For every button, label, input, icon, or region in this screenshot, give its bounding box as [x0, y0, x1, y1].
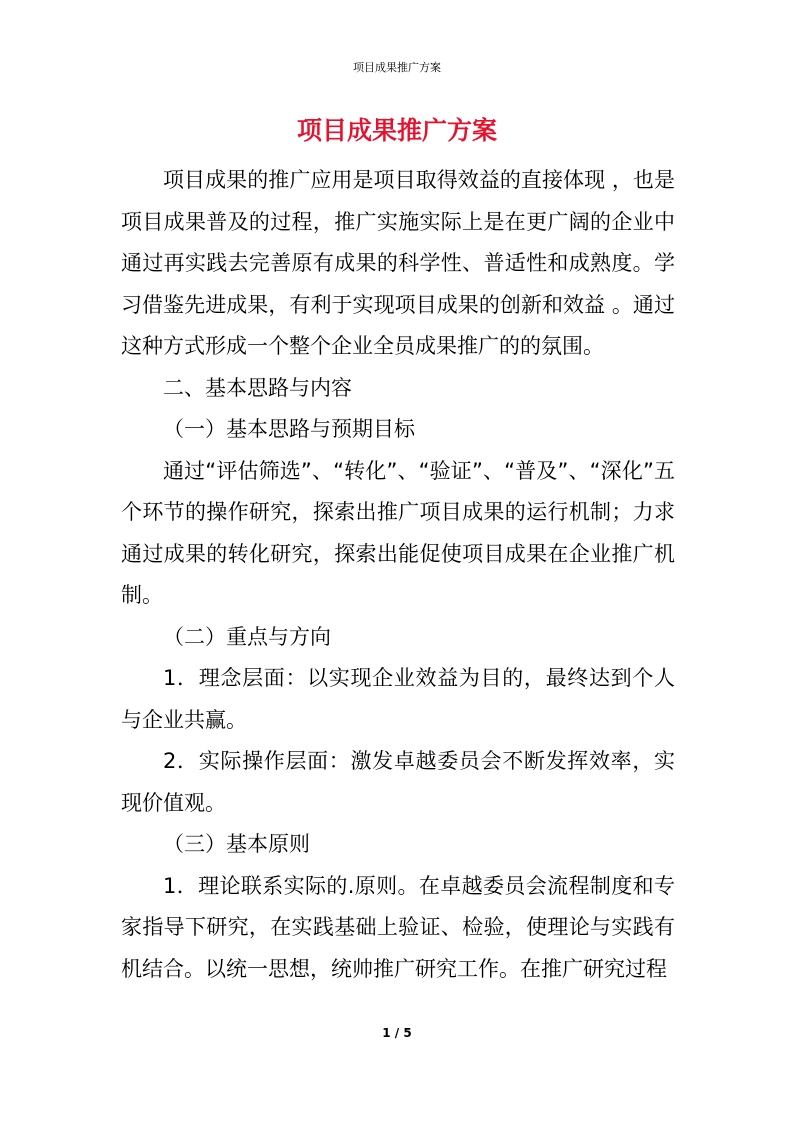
subheading-focus-and-direction: （二）重点与方向 [163, 624, 331, 649]
subheading-ideas-and-goals: （一）基本思路与预期目标 [163, 417, 415, 441]
list-item-operation-level: 2．实际操作层面：激发卓越委员会不断发挥效率，实现价值观。 [121, 749, 675, 815]
section-heading-basic-ideas: 二、基本思路与内容 [163, 375, 352, 400]
subheading-basic-principles: （三）基本原则 [163, 832, 310, 856]
intro-paragraph: 项目成果的推广应用是项目取得效益的直接体现 ，也是项目成果普及的过程，推广实施实际上是在更广阔的企业中通过再实践去完善原有成果的科学性、普适性和成熟度。学习借鉴先进成果，有利于实现项目成果的创新和效益 。通过这种方式形成一个整个企业全员成果推广的的氛围。 [121, 168, 675, 358]
list-item-theory-practice: 1．理论联系实际的.原则。在卓越委员会流程制度和专家指导下研究，在实践基础上验证、检验，使理论与实践有机结合。以统一思想，统帅推广研究工作。在推广研究过程 [121, 873, 675, 981]
document-body [121, 160, 675, 990]
paragraph-five-steps: 通过“评估筛选”、“转化”、“验证”、“普及”、“深化”五个环节的操作研究，探索出推广项目成果的运行机制；力求通过成果的转化研究，探索出能促使项目成果在企业推广机制。 [121, 458, 675, 607]
list-item-concept-level: 1．理念层面：以实现企业效益为目的，最终达到个人与企业共赢。 [121, 666, 675, 732]
running-header: 项目成果推广方案 [353, 61, 441, 74]
document-title: 项目成果推广方案 [296, 116, 497, 145]
page-number: 1 / 5 [382, 1026, 412, 1040]
